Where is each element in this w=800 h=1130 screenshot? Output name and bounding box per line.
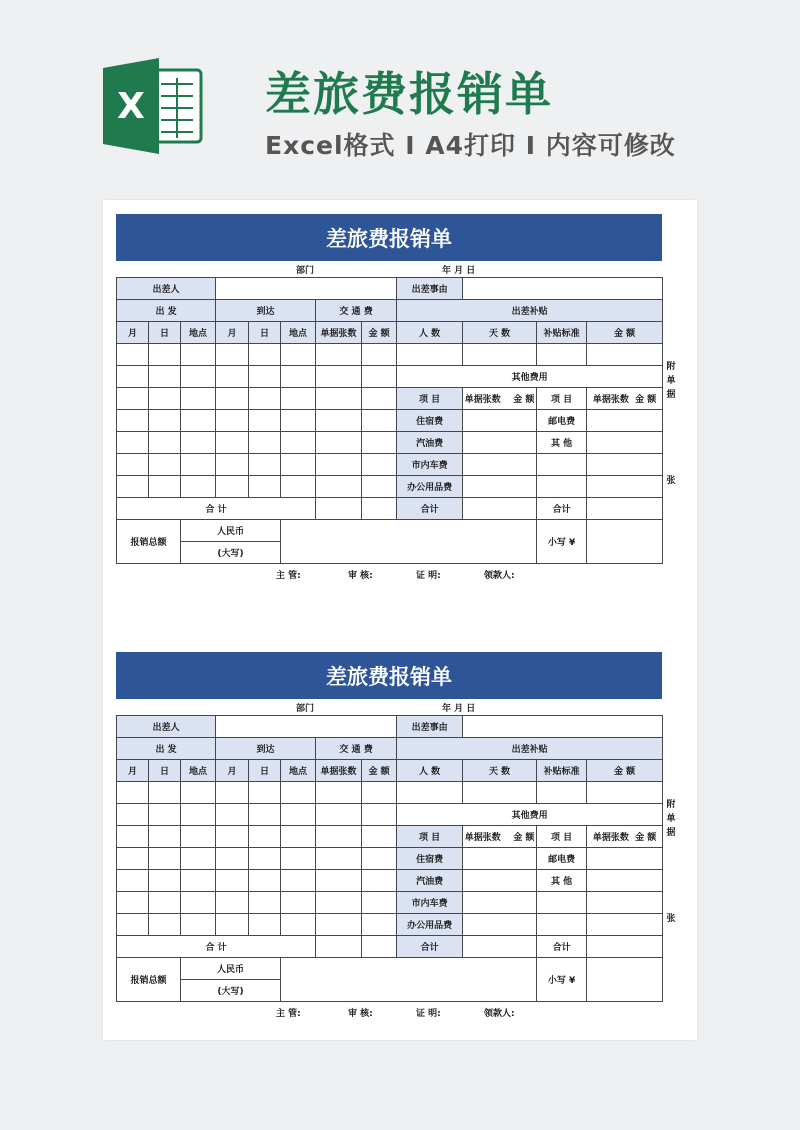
form-meta-row xyxy=(116,699,662,715)
fuel-label: 汽油费 xyxy=(397,870,463,892)
col-month: 月 xyxy=(216,322,249,344)
supervisor-label: 主 管: xyxy=(276,1009,301,1019)
col-place: 地点 xyxy=(281,322,316,344)
proof-label: 证 明: xyxy=(416,571,441,581)
small-amount-label: 小写 ¥ xyxy=(537,958,587,1002)
rmb-label: 人民币 xyxy=(181,958,281,980)
col-days: 天 数 xyxy=(463,322,537,344)
receipts-text: 单据张数 xyxy=(592,395,629,405)
col-money: 金 额 xyxy=(587,322,663,344)
expense-form-2 xyxy=(116,652,662,1020)
receipts-label xyxy=(463,388,537,410)
col-amount: 金 额 xyxy=(362,760,397,782)
col-people: 人 数 xyxy=(397,322,463,344)
receiver-label: 领款人: xyxy=(484,1009,515,1019)
small-amount-input[interactable] xyxy=(587,520,663,564)
postage-label: 邮电费 xyxy=(537,410,587,432)
sheet-label: 张 xyxy=(666,914,676,924)
other-label: 其 他 xyxy=(537,870,587,892)
total-label: 合 计 xyxy=(117,936,316,958)
item-label: 项 目 xyxy=(537,388,587,410)
lodging-label: 住宿费 xyxy=(397,848,463,870)
rmb-label: 人民币 xyxy=(181,520,281,542)
amount-text: 金 额 xyxy=(513,395,535,405)
subtotal-label: 合计 xyxy=(397,498,463,520)
expense-table xyxy=(116,277,663,564)
other-fees-label: 其他费用 xyxy=(397,366,663,388)
proof-label: 证 明: xyxy=(416,1009,441,1019)
department-label: 部门 xyxy=(296,266,315,276)
local-taxi-label: 市内车费 xyxy=(397,454,463,476)
supervisor-label: 主 管: xyxy=(276,571,301,581)
form-title: 差旅费报销单 xyxy=(116,214,662,261)
capital-amount-input[interactable] xyxy=(281,520,537,564)
col-standard: 补贴标准 xyxy=(537,322,587,344)
trip-reason-input[interactable] xyxy=(463,716,663,738)
lodging-label: 住宿费 xyxy=(397,410,463,432)
col-money: 金 额 xyxy=(587,760,663,782)
receipts-label xyxy=(463,826,537,848)
col-day: 日 xyxy=(249,322,281,344)
allowance-label: 出差补贴 xyxy=(397,738,663,760)
receipts-label xyxy=(587,388,663,410)
postage-label: 邮电费 xyxy=(537,848,587,870)
col-place: 地点 xyxy=(281,760,316,782)
expense-form-1 xyxy=(116,214,662,582)
amount-text: 金 额 xyxy=(635,833,657,843)
col-days: 天 数 xyxy=(463,760,537,782)
small-amount-input[interactable] xyxy=(587,958,663,1002)
attach-label: 附 单 据 xyxy=(666,362,676,400)
col-receipts: 单据张数 xyxy=(316,322,362,344)
traveler-input[interactable] xyxy=(216,716,397,738)
page-subtitle: Excel格式 I A4打印 I 内容可修改 xyxy=(265,131,676,160)
arrive-label: 到达 xyxy=(216,300,316,322)
col-receipts: 单据张数 xyxy=(316,760,362,782)
office-supplies-label: 办公用品费 xyxy=(397,914,463,936)
trip-reason-label: 出差事由 xyxy=(397,716,463,738)
office-supplies-label: 办公用品费 xyxy=(397,476,463,498)
reimburse-total-label: 报销总额 xyxy=(117,520,181,564)
department-label: 部门 xyxy=(296,704,315,714)
col-standard: 补贴标准 xyxy=(537,760,587,782)
arrive-label: 到达 xyxy=(216,738,316,760)
expense-table xyxy=(116,715,663,1002)
capital-label: (大写) xyxy=(181,542,281,564)
subtotal-label: 合计 xyxy=(397,936,463,958)
date-label: 年 月 日 xyxy=(442,704,476,714)
col-place: 地点 xyxy=(181,760,216,782)
date-label: 年 月 日 xyxy=(442,266,476,276)
item-label: 项 目 xyxy=(397,826,463,848)
depart-label: 出 发 xyxy=(117,300,216,322)
page-title: 差旅费报销单 xyxy=(265,67,553,121)
item-label: 项 目 xyxy=(537,826,587,848)
allowance-label: 出差补贴 xyxy=(397,300,663,322)
transport-fee-label: 交 通 费 xyxy=(316,738,397,760)
receipts-label xyxy=(587,826,663,848)
logo-letter: X xyxy=(117,86,145,127)
sheet-label: 张 xyxy=(666,476,676,486)
col-month: 月 xyxy=(117,322,149,344)
subtotal-label: 合计 xyxy=(537,498,587,520)
col-month: 月 xyxy=(216,760,249,782)
col-amount: 金 额 xyxy=(362,322,397,344)
traveler-label: 出差人 xyxy=(117,278,216,300)
capital-amount-input[interactable] xyxy=(281,958,537,1002)
col-people: 人 数 xyxy=(397,760,463,782)
excel-logo-icon xyxy=(103,58,203,154)
traveler-label: 出差人 xyxy=(117,716,216,738)
other-label: 其 他 xyxy=(537,432,587,454)
signature-row xyxy=(116,1002,662,1020)
subtotal-label: 合计 xyxy=(537,936,587,958)
review-label: 审 核: xyxy=(348,571,373,581)
col-day: 日 xyxy=(149,760,181,782)
receipts-text: 单据张数 xyxy=(464,833,501,843)
reimburse-total-label: 报销总额 xyxy=(117,958,181,1002)
col-day: 日 xyxy=(249,760,281,782)
col-place: 地点 xyxy=(181,322,216,344)
receipts-text: 单据张数 xyxy=(592,833,629,843)
receipts-text: 单据张数 xyxy=(464,395,501,405)
amount-text: 金 额 xyxy=(513,833,535,843)
col-month: 月 xyxy=(117,760,149,782)
other-fees-label: 其他费用 xyxy=(397,804,663,826)
total-label: 合 计 xyxy=(117,498,316,520)
transport-fee-label: 交 通 费 xyxy=(316,300,397,322)
traveler-input[interactable] xyxy=(216,278,397,300)
form-meta-row xyxy=(116,261,662,277)
trip-reason-label: 出差事由 xyxy=(397,278,463,300)
amount-text: 金 额 xyxy=(635,395,657,405)
local-taxi-label: 市内车费 xyxy=(397,892,463,914)
trip-reason-input[interactable] xyxy=(463,278,663,300)
col-day: 日 xyxy=(149,322,181,344)
form-title: 差旅费报销单 xyxy=(116,652,662,699)
item-label: 项 目 xyxy=(397,388,463,410)
small-amount-label: 小写 ¥ xyxy=(537,520,587,564)
review-label: 审 核: xyxy=(348,1009,373,1019)
signature-row xyxy=(116,564,662,582)
capital-label: (大写) xyxy=(181,980,281,1002)
receiver-label: 领款人: xyxy=(484,571,515,581)
depart-label: 出 发 xyxy=(117,738,216,760)
attach-label: 附 单 据 xyxy=(666,800,676,838)
fuel-label: 汽油费 xyxy=(397,432,463,454)
